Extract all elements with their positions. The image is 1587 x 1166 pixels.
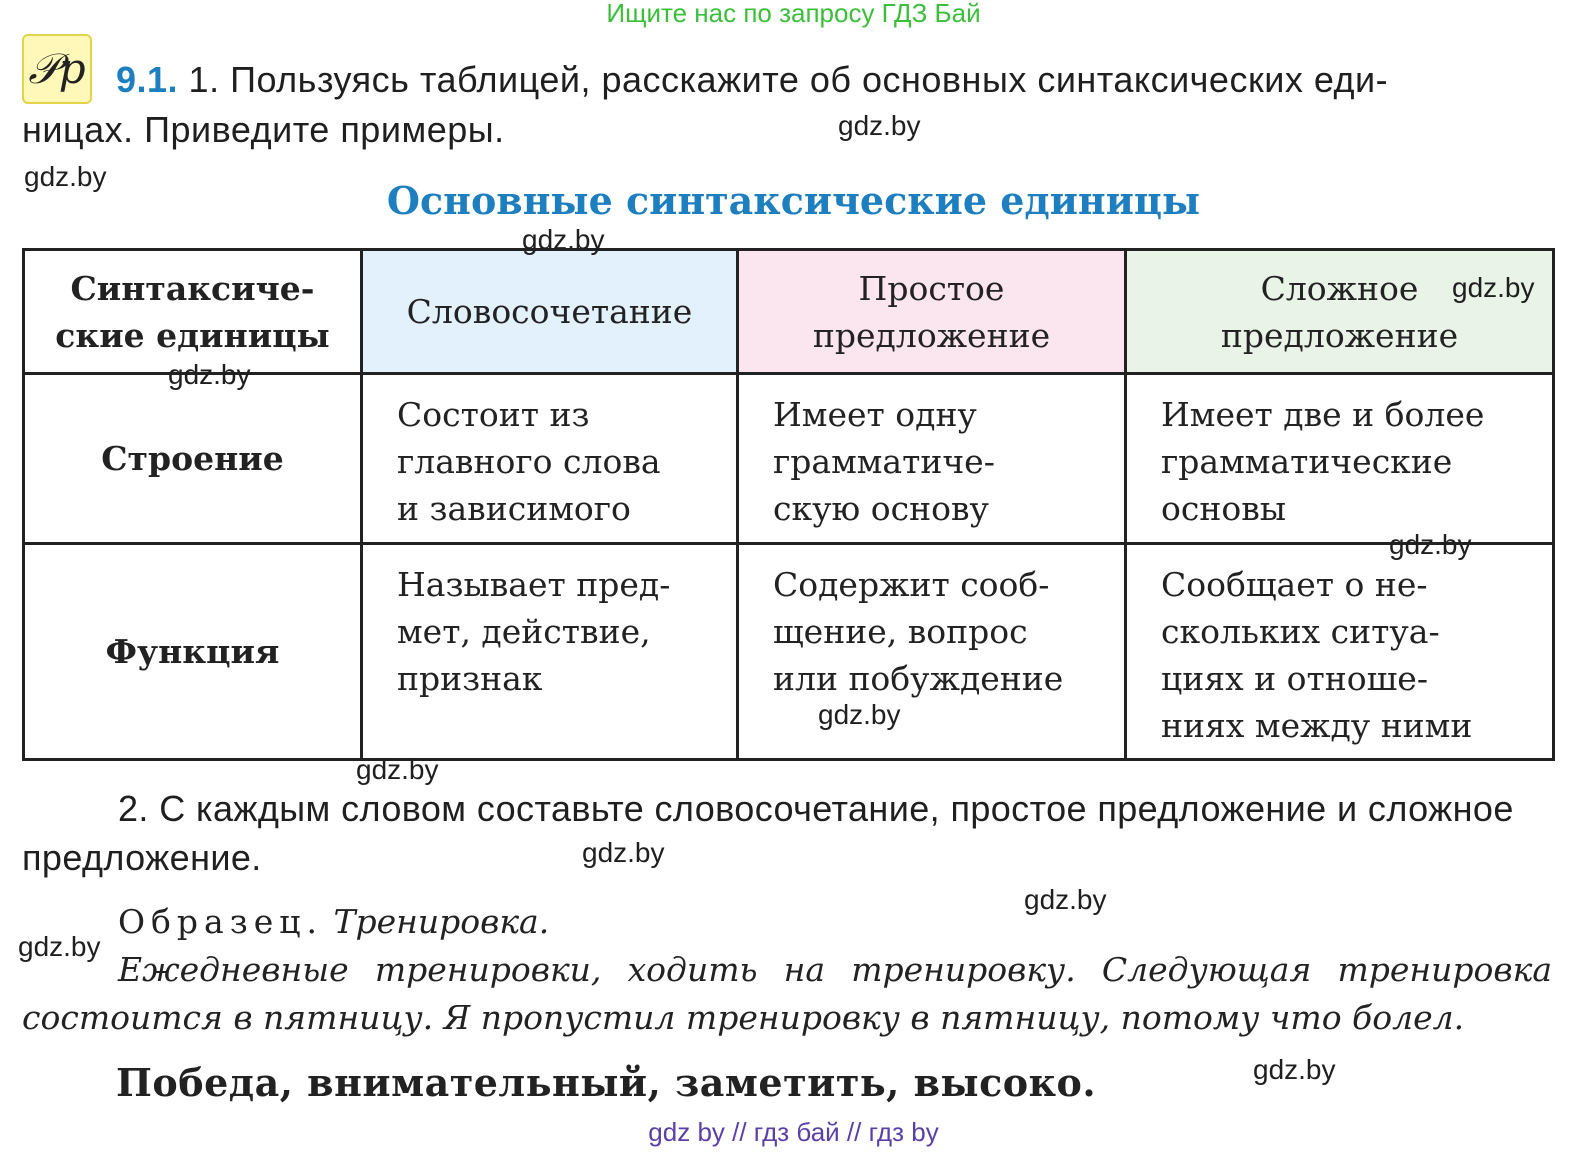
header-units: Синтаксиче- ские единицы [24, 250, 362, 374]
table-title: Основные синтаксические единицы [386, 178, 1201, 223]
watermark: gdz.by [522, 224, 605, 255]
watermark: gdz.by [1452, 272, 1535, 303]
syntax-units-table [22, 248, 1555, 761]
row-head-function: Функция [24, 544, 362, 760]
task2 [22, 784, 1552, 882]
header-simple-sentence: Простое предложение [738, 250, 1126, 374]
table-row [24, 544, 1554, 760]
cell-function-complex: Сообщает о не- скольких ситуа- циях и отноше- ниях между ними [1126, 544, 1554, 760]
watermark: gdz.by [582, 837, 665, 868]
sample-label: Образец. [118, 902, 323, 941]
watermark: gdz.by [168, 359, 251, 390]
sample-example: Ежедневные тренировки, ходить на тренировку. Следующая тренировка состоится в пятницу. Я пропустил тренировку в пятницу, потому что болел. [22, 950, 1552, 1037]
watermark: gdz.by [356, 754, 439, 785]
task2-text: 2. С каждым словом составьте словосочетание, простое предложение и сложное предложение. [22, 788, 1514, 878]
cell-structure-phrase: Состоит из главного слова и зависимого [362, 374, 738, 544]
row-head-structure: Строение [24, 374, 362, 544]
watermark: gdz.by [18, 931, 101, 962]
watermark: gdz.by [1389, 529, 1472, 560]
watermark: gdz.by [838, 110, 921, 141]
table-row [24, 374, 1554, 544]
cell-structure-complex: Имеет две и более грамматические основы [1126, 374, 1554, 544]
table-header-row [24, 250, 1554, 374]
task1-line1 [116, 56, 1556, 104]
task-words: Победа, внимательный, заметить, высоко. [116, 1060, 1097, 1105]
header-complex-sentence: Сложное предложение [1126, 250, 1554, 374]
watermark: gdz.by [818, 699, 901, 730]
top-banner: Ищите нас по запросу ГДЗ Бай [606, 0, 981, 28]
cell-structure-simple: Имеет одну грамматиче- скую основу [738, 374, 1126, 544]
task-number: 9.1. [116, 59, 179, 100]
task1-text: 1. Пользуясь таблицей, расскажите об основных синтаксических еди- [178, 59, 1389, 100]
watermark: gdz.by [24, 161, 107, 192]
bottom-banner: gdz by // гдз бай // гдз by [648, 1117, 939, 1147]
header-phrase: Словосочетание [362, 250, 738, 374]
task1-line2: ницах. Приведите примеры. [22, 109, 505, 150]
sample-word: Тренировка. [322, 902, 550, 941]
watermark: gdz.by [1253, 1054, 1336, 1085]
watermark: gdz.by [1024, 884, 1107, 915]
sample-block [22, 898, 1552, 1042]
cell-function-phrase: Называет пред- мет, действие, признак [362, 544, 738, 760]
exercise-badge-icon: 𝒫р [22, 34, 92, 104]
cell-function-simple: Содержит сооб- щение, вопрос или побуждение [738, 544, 1126, 760]
